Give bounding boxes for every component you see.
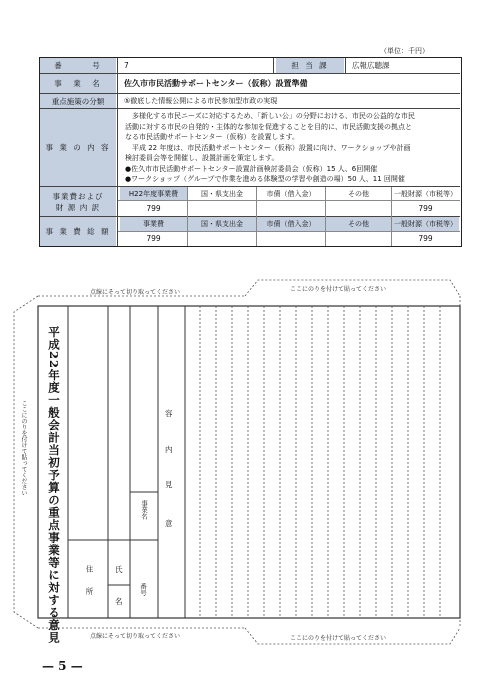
sogaku-label: 事 業 費 総 額: [40, 217, 116, 246]
zaigen-header: H22年度事業費: [120, 187, 187, 200]
glue-text-bottom: ここにのりを付けて貼ってください: [290, 635, 387, 642]
zaigen-header: その他: [348, 189, 369, 198]
zaigen-value: [188, 201, 256, 215]
naiyo-line: 検討委員会等を開催し、設置計画を策定します。: [125, 154, 279, 162]
zaigen-header: 市債（借入金）: [266, 189, 316, 198]
naiyo-line: ●ワークショップ（グループで作業を進める体験型の学習や創造の場）50 人、11 回開催: [125, 175, 405, 183]
sogaku-value: 799: [146, 234, 161, 243]
jusho-label: 住 所: [85, 565, 94, 595]
zaigen-value: 799: [418, 203, 433, 213]
bango-label: 番号: [139, 583, 147, 596]
glue-text-top: ここにのりを付けて貼ってください: [290, 286, 387, 293]
bango-value: 7: [124, 61, 129, 70]
sogaku-value: [257, 232, 325, 245]
grid-line: [187, 187, 188, 246]
grid-line: [40, 108, 460, 109]
naiyo-line: なる市民活動サポートセンター（仮称）を設置します。: [125, 133, 299, 141]
grid-line: [40, 93, 460, 94]
zaigen-label-line: 事業費および: [52, 191, 104, 201]
grid-line: [391, 187, 392, 246]
grid-line: [273, 58, 274, 73]
iken-label-1: 意: [165, 519, 173, 528]
zaigen-value: [326, 201, 391, 215]
page-number: — 5 —: [42, 659, 83, 673]
sogaku-value: [188, 232, 256, 245]
grid-line: [40, 73, 460, 74]
tanto-value: 広報広聴課: [352, 61, 390, 70]
grid-line: [117, 58, 118, 246]
naiyo-text: [120, 109, 458, 186]
iken-label-4: 容: [165, 409, 173, 418]
zaigen-value: 799: [146, 203, 161, 213]
grid-line: [40, 216, 460, 217]
glue-text-left: ここにのりを付けて貼ってください: [20, 400, 27, 496]
juten-label: 重点施策の分類: [40, 94, 116, 108]
naiyo-line: 活動に対する市民の自発的・主体的な参加を促進することを目的に、市民活動支援の拠点と: [125, 122, 412, 131]
form-title: 平成22年度一般会計当初予算の重点事業等に対する意見: [47, 326, 61, 645]
sogaku-value: 799: [418, 234, 433, 243]
sogaku-value: [326, 232, 391, 245]
zaigen-label-line: 財 源 内 訳: [55, 202, 101, 212]
jigyo-value: 佐久市市民活動サポートセンター（仮称）設置準備: [124, 79, 308, 88]
naiyo-line: 多様化する市民ニーズに対応するため、「新しい公」の分野における、市民の公益的な市民: [125, 112, 415, 120]
naiyo-line: ●佐久市市民活動サポートセンター設置計画検討委員会（仮称）15 人、6回開催: [125, 164, 378, 173]
grid-line: [256, 187, 257, 246]
grid-line: [40, 186, 460, 187]
grid-line: [118, 231, 460, 232]
grid-line: [118, 200, 460, 201]
sogaku-header: 国・県支出金: [188, 217, 256, 231]
budget-sheet: [39, 57, 462, 247]
jigyomei-label: 事業名: [140, 500, 148, 520]
opinion-form: [0, 270, 499, 655]
juten-value: ⑤徹底した情報公開による市民参加型市政の実現: [124, 97, 278, 105]
unit-note: （単位：千円）: [380, 47, 429, 55]
shimei-label-2: 名: [115, 597, 123, 606]
grid-line: [345, 58, 346, 73]
cut-text-top: 点線にそって切り取ってください: [90, 289, 181, 296]
shimei-label-1: 氏: [115, 565, 123, 574]
sogaku-header: 市債（借入金）: [257, 217, 325, 231]
zaigen-label: [40, 187, 116, 216]
jigyo-label: 事 業 名: [40, 74, 116, 93]
iken-label-2: 見: [165, 480, 173, 489]
tanto-label: 担 当 課: [276, 58, 344, 73]
naiyo-label: 事 業 の 内 容: [40, 109, 116, 186]
iken-label-3: 内: [165, 445, 173, 454]
bango-label: 番 号: [40, 58, 116, 73]
zaigen-value: [257, 201, 325, 215]
grid-line: [325, 187, 326, 246]
sogaku-header: 事業費: [120, 217, 187, 231]
cut-text-bottom: 点線にそって切り取ってください: [90, 633, 181, 640]
form-frame: [38, 306, 460, 618]
sogaku-header: その他: [326, 217, 391, 231]
naiyo-line: 平成 22 年度は、市民活動サポートセンター（仮称）設置に向け、ワークショップや計画: [125, 143, 411, 152]
zaigen-header: 国・県支出金: [201, 189, 243, 198]
sogaku-header: 一般財源（市税等）: [392, 217, 459, 231]
writing-lines: [200, 306, 440, 618]
zaigen-header: 一般財源（市税等）: [394, 189, 457, 198]
